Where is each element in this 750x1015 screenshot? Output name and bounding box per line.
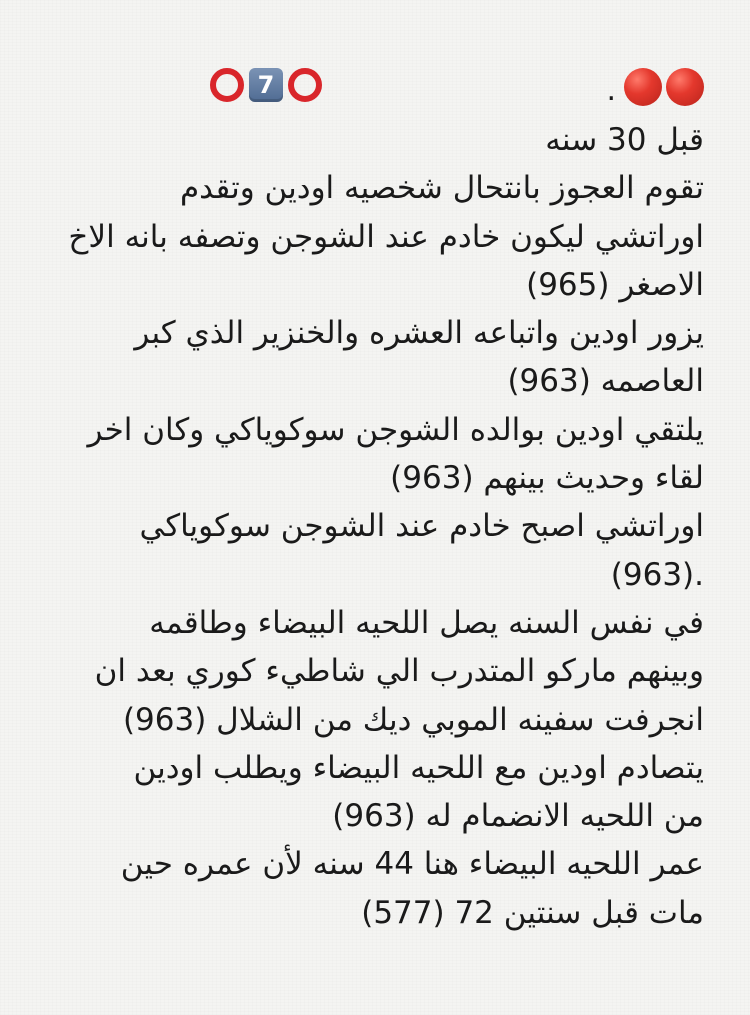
red-circle-outline-icon bbox=[288, 68, 322, 102]
text-line: من اللحيه الانضمام له (963) bbox=[332, 798, 704, 835]
header-period: . bbox=[606, 73, 616, 108]
text-line: عمر اللحيه البيضاء هنا 44 سنه لأن عمره حين bbox=[120, 846, 704, 883]
text-line: تقوم العجوز بانتحال شخصيه اودين وتقدم bbox=[179, 170, 704, 207]
emoji-header bbox=[40, 62, 704, 116]
text-line: اوراتشي ليكون خادم عند الشوجن وتصفه بانه الاخ bbox=[68, 218, 704, 255]
text-line: الاصغر (965) bbox=[526, 266, 704, 303]
keycap-7-icon: 7 bbox=[249, 68, 283, 102]
text-line: العاصمه (963) bbox=[507, 363, 704, 400]
text-line: وبينهم ماركو المتدرب الي شاطيء كوري بعد ان bbox=[94, 653, 704, 690]
text-line: في نفس السنه يصل اللحيه البيضاء وطاقمه bbox=[149, 604, 704, 641]
emoji-group-left bbox=[208, 68, 324, 102]
text-line: انجرفت سفينه الموبي ديك من الشلال (963) bbox=[122, 701, 704, 738]
text-line: يتصادم اودين مع اللحيه البيضاء ويطلب اودين bbox=[133, 749, 704, 786]
red-dot-icon bbox=[666, 68, 704, 106]
emoji-group-right bbox=[606, 68, 704, 106]
text-line: اوراتشي اصبح خادم عند الشوجن سوكوياكي bbox=[139, 508, 704, 545]
text-line: قبل 30 سنه bbox=[545, 122, 704, 158]
text-line: يزور اودين واتباعه العشره والخنزير الذي كبر bbox=[134, 315, 704, 352]
red-circle-outline-icon bbox=[210, 68, 244, 102]
red-dot-icon bbox=[624, 68, 662, 106]
text-line: (963). bbox=[610, 556, 704, 593]
text-line: مات قبل سنتين 72 (577) bbox=[361, 894, 704, 931]
text-line: لقاء وحديث بينهم (963) bbox=[390, 460, 704, 497]
text-line: يلتقي اودين بوالده الشوجن سوكوياكي وكان اخر bbox=[87, 411, 704, 448]
note-body bbox=[40, 62, 704, 937]
